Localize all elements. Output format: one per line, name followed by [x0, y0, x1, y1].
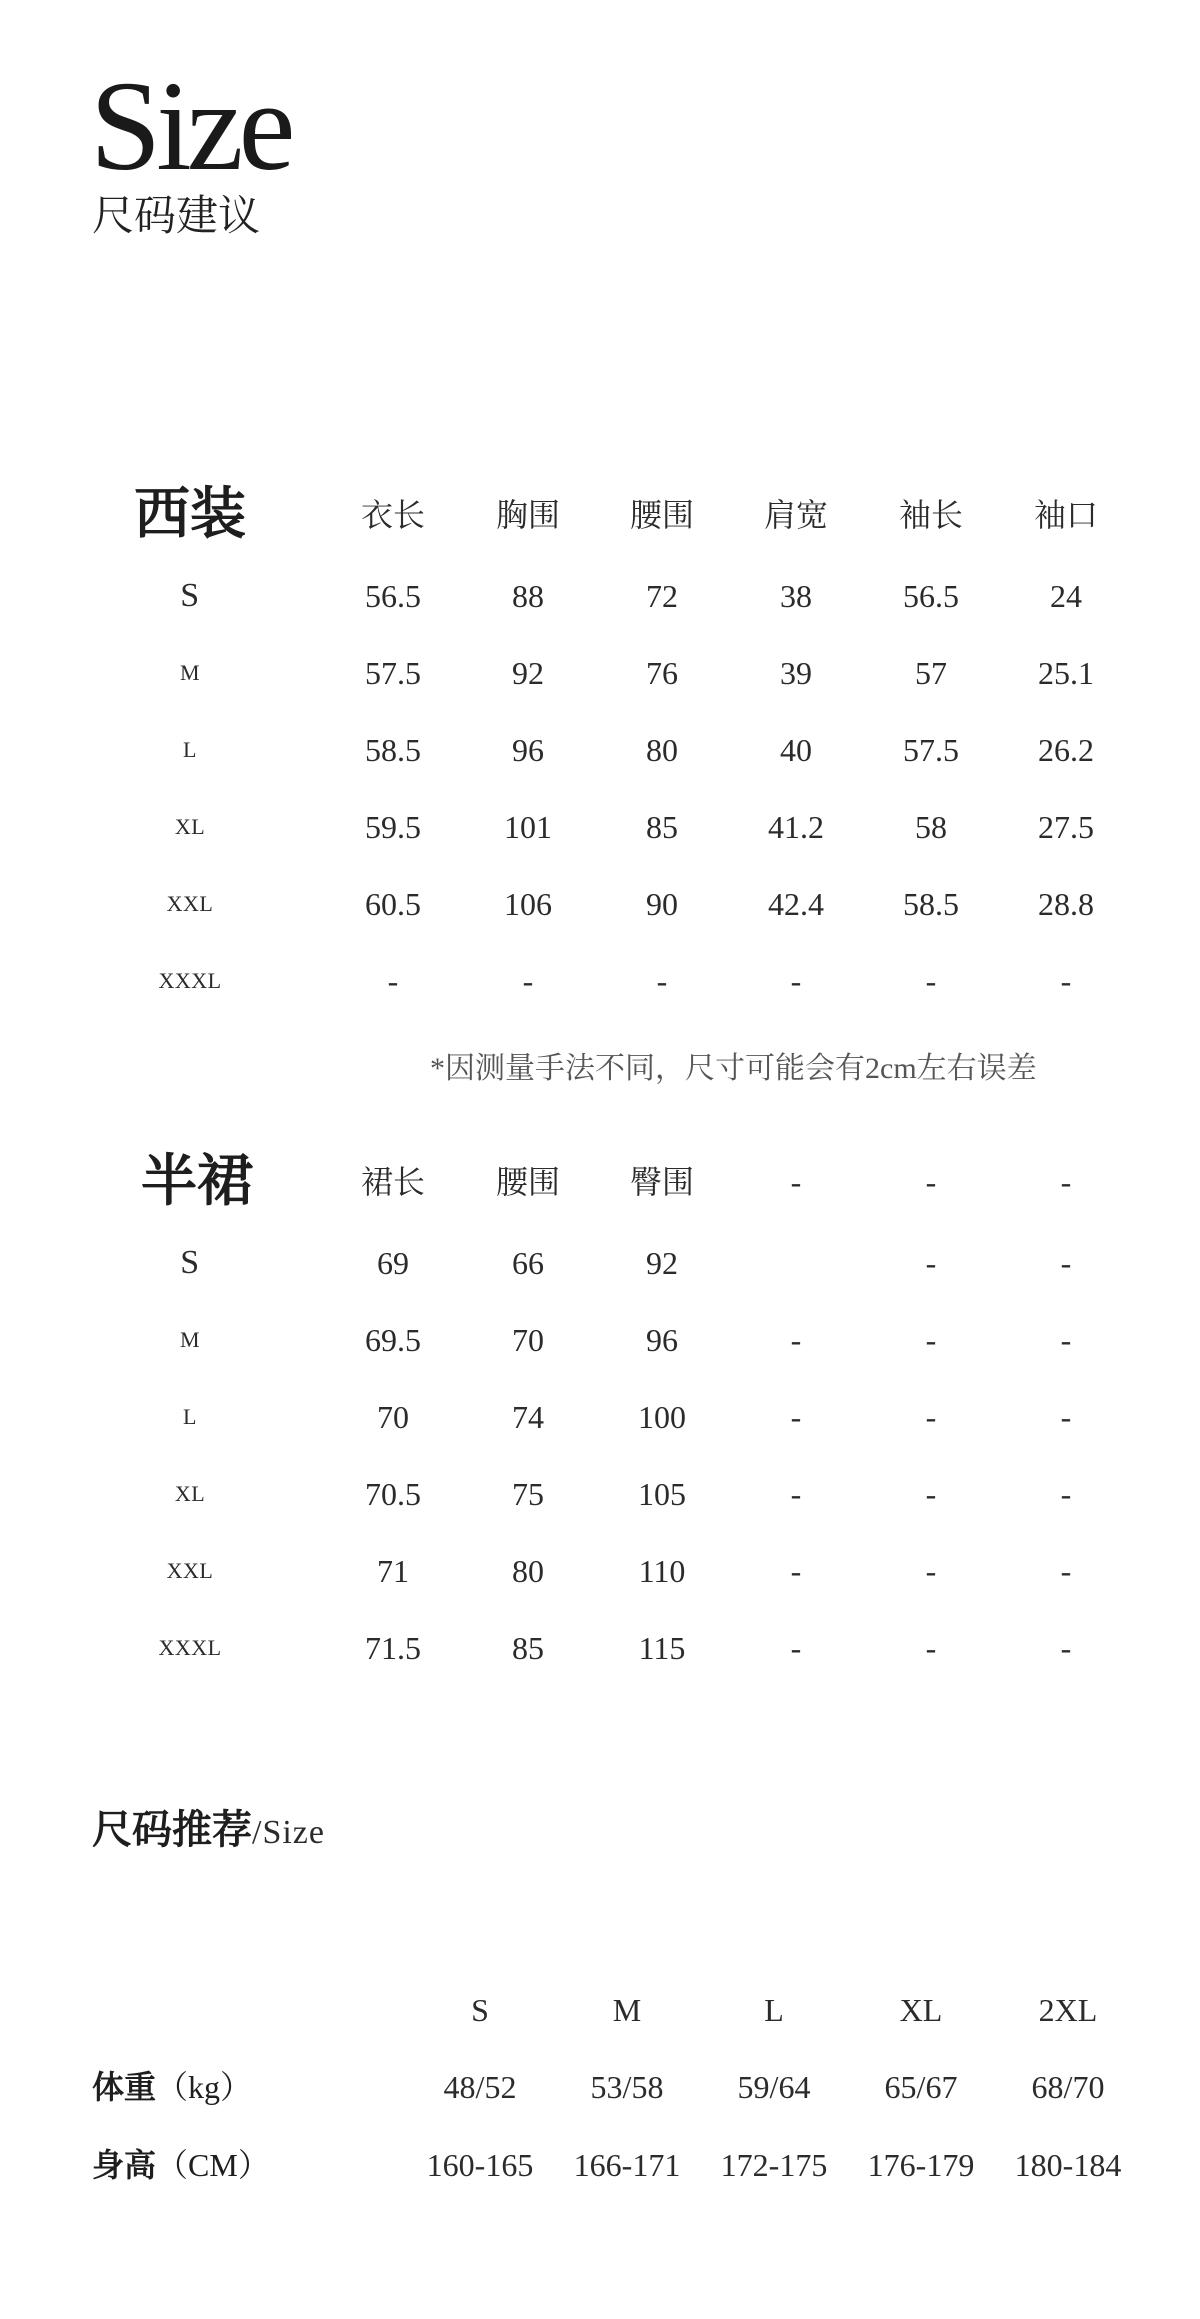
table-cell: 56.5 — [365, 578, 421, 614]
row-unit: （CM） — [156, 2147, 270, 2183]
table-cell: 38 — [780, 578, 812, 614]
table-cell: 25.1 — [1038, 655, 1094, 691]
table-cell: - — [1060, 1322, 1072, 1358]
size-label: XXXL — [158, 968, 222, 993]
size-column-header: L — [764, 1992, 784, 2028]
table-row — [0, 1238, 1200, 1288]
table-row — [0, 1315, 1200, 1365]
size-column-header: XL — [899, 1992, 943, 2028]
table-row — [0, 2140, 1200, 2190]
table-cell: - — [790, 963, 802, 999]
column-header: 裙长 — [360, 1164, 425, 1200]
table-cell: 48/52 — [443, 2069, 517, 2105]
table-cell: 40 — [780, 732, 812, 768]
table-cell: 70 — [512, 1322, 544, 1358]
size-label: L — [183, 1404, 197, 1429]
size-label: M — [179, 1327, 201, 1352]
column-header: - — [790, 1164, 802, 1200]
table-row — [0, 571, 1200, 621]
size-column-header: M — [612, 1992, 642, 2028]
table-cell: 72 — [646, 578, 678, 614]
table-row — [0, 648, 1200, 698]
page-title-en: Size — [90, 55, 291, 197]
table-cell: 101 — [504, 809, 552, 845]
table-cell: - — [925, 1476, 937, 1512]
table-cell: 115 — [638, 1630, 686, 1666]
table-cell: 58.5 — [903, 886, 959, 922]
table-cell: 57.5 — [365, 655, 421, 691]
table-cell: - — [925, 1322, 937, 1358]
table-cell: 105 — [638, 1476, 686, 1512]
table-cell: 41.2 — [768, 809, 824, 845]
suit-table-title: 西装 — [134, 484, 246, 546]
recommendation-title — [92, 1805, 325, 1858]
table-cell: 58 — [915, 809, 947, 845]
column-header: 衣长 — [360, 497, 425, 533]
table-cell: - — [387, 963, 399, 999]
size-label: XL — [174, 814, 206, 839]
table-cell: 71 — [377, 1553, 409, 1589]
table-cell: 39 — [780, 655, 812, 691]
table-cell: 59/64 — [737, 2069, 811, 2105]
height-label — [92, 2140, 270, 2190]
table-cell: 88 — [512, 578, 544, 614]
table-cell: 24 — [1050, 578, 1082, 614]
table-cell: 60.5 — [365, 886, 421, 922]
column-header: 肩宽 — [763, 497, 828, 533]
row-label: 身高 — [92, 2147, 157, 2183]
table-cell: 76 — [646, 655, 678, 691]
table-cell: 27.5 — [1038, 809, 1094, 845]
table-cell: - — [1060, 1476, 1072, 1512]
size-column-header: 2XL — [1038, 1992, 1098, 2028]
table-cell: - — [656, 963, 668, 999]
size-label: XXXL — [158, 1635, 222, 1660]
table-cell: 96 — [512, 732, 544, 768]
table-cell: 176-179 — [867, 2147, 975, 2183]
table-row — [0, 2062, 1200, 2112]
column-header: 腰围 — [629, 497, 694, 533]
table-row — [0, 802, 1200, 852]
table-cell: 59.5 — [365, 809, 421, 845]
skirt-table-title: 半裙 — [141, 1151, 253, 1213]
table-cell: 70 — [377, 1399, 409, 1435]
size-column-header: S — [471, 1992, 489, 2028]
table-cell: 53/58 — [590, 2069, 664, 2105]
size-label: S — [180, 577, 200, 614]
table-header-row — [0, 484, 1200, 546]
size-label: XL — [174, 1481, 206, 1506]
table-cell: - — [1060, 1553, 1072, 1589]
table-row — [0, 1469, 1200, 1519]
table-cell: 100 — [638, 1399, 686, 1435]
table-cell: 160-165 — [426, 2147, 534, 2183]
table-cell: 68/70 — [1031, 2069, 1105, 2105]
table-cell: 110 — [638, 1553, 686, 1589]
table-cell: 57.5 — [903, 732, 959, 768]
table-cell: - — [790, 1553, 802, 1589]
table-cell: - — [1060, 1630, 1072, 1666]
table-cell: 80 — [646, 732, 678, 768]
weight-label — [92, 2062, 252, 2112]
table-cell: 75 — [512, 1476, 544, 1512]
table-cell: 92 — [646, 1245, 678, 1281]
size-label: M — [179, 660, 201, 685]
table-cell: 90 — [646, 886, 678, 922]
table-cell: - — [1060, 963, 1072, 999]
table-cell: 28.8 — [1038, 886, 1094, 922]
table-cell: - — [925, 963, 937, 999]
row-unit: （kg） — [156, 2069, 253, 2105]
table-cell: - — [790, 1476, 802, 1512]
table-cell: 92 — [512, 655, 544, 691]
table-cell: 166-171 — [573, 2147, 681, 2183]
size-label: L — [183, 737, 197, 762]
measurement-note: *因测量手法不同，尺寸可能会有2cm左右误差 — [430, 1052, 1037, 1085]
table-cell: 85 — [512, 1630, 544, 1666]
table-header-row — [0, 1985, 1200, 2035]
size-label: S — [180, 1244, 200, 1281]
page-subtitle-cn: 尺码建议 — [92, 194, 261, 240]
table-cell: 65/67 — [884, 2069, 958, 2105]
size-label: XXL — [166, 891, 214, 916]
table-cell: 70.5 — [365, 1476, 421, 1512]
table-cell: - — [925, 1399, 937, 1435]
table-header-row — [0, 1151, 1200, 1213]
table-cell: - — [925, 1630, 937, 1666]
column-header: 臀围 — [629, 1164, 694, 1200]
column-header: 胸围 — [495, 497, 560, 533]
table-cell: 42.4 — [768, 886, 824, 922]
table-cell: 106 — [504, 886, 552, 922]
column-header: - — [925, 1164, 937, 1200]
recommendation-title-en: /Size — [252, 1814, 325, 1851]
table-cell: - — [790, 1630, 802, 1666]
table-cell: 56.5 — [903, 578, 959, 614]
table-cell: 58.5 — [365, 732, 421, 768]
table-cell: 57 — [915, 655, 947, 691]
table-cell: 71.5 — [365, 1630, 421, 1666]
table-cell: - — [925, 1245, 937, 1281]
table-cell: 85 — [646, 809, 678, 845]
size-label: XXL — [166, 1558, 214, 1583]
table-cell: 69.5 — [365, 1322, 421, 1358]
table-cell: 69 — [377, 1245, 409, 1281]
table-cell: 66 — [512, 1245, 544, 1281]
column-header: 袖长 — [898, 497, 963, 533]
column-header: - — [1060, 1164, 1072, 1200]
table-cell: 172-175 — [720, 2147, 828, 2183]
table-row — [0, 1623, 1200, 1673]
table-cell: 74 — [512, 1399, 544, 1435]
column-header: 腰围 — [495, 1164, 560, 1200]
table-row — [0, 879, 1200, 929]
table-cell: 26.2 — [1038, 732, 1094, 768]
column-header: 袖口 — [1033, 497, 1098, 533]
table-row — [0, 1392, 1200, 1442]
recommendation-title-cn: 尺码推荐 — [92, 1807, 252, 1852]
row-label: 体重 — [92, 2069, 157, 2105]
table-cell: - — [1060, 1399, 1072, 1435]
table-cell: - — [790, 1399, 802, 1435]
table-cell: 96 — [646, 1322, 678, 1358]
table-cell: - — [790, 1322, 802, 1358]
table-row — [0, 725, 1200, 775]
table-cell: 180-184 — [1014, 2147, 1122, 2183]
table-row — [0, 956, 1200, 1006]
table-cell: - — [522, 963, 534, 999]
table-cell: 80 — [512, 1553, 544, 1589]
table-cell: - — [925, 1553, 937, 1589]
table-cell: - — [1060, 1245, 1072, 1281]
table-row — [0, 1546, 1200, 1596]
